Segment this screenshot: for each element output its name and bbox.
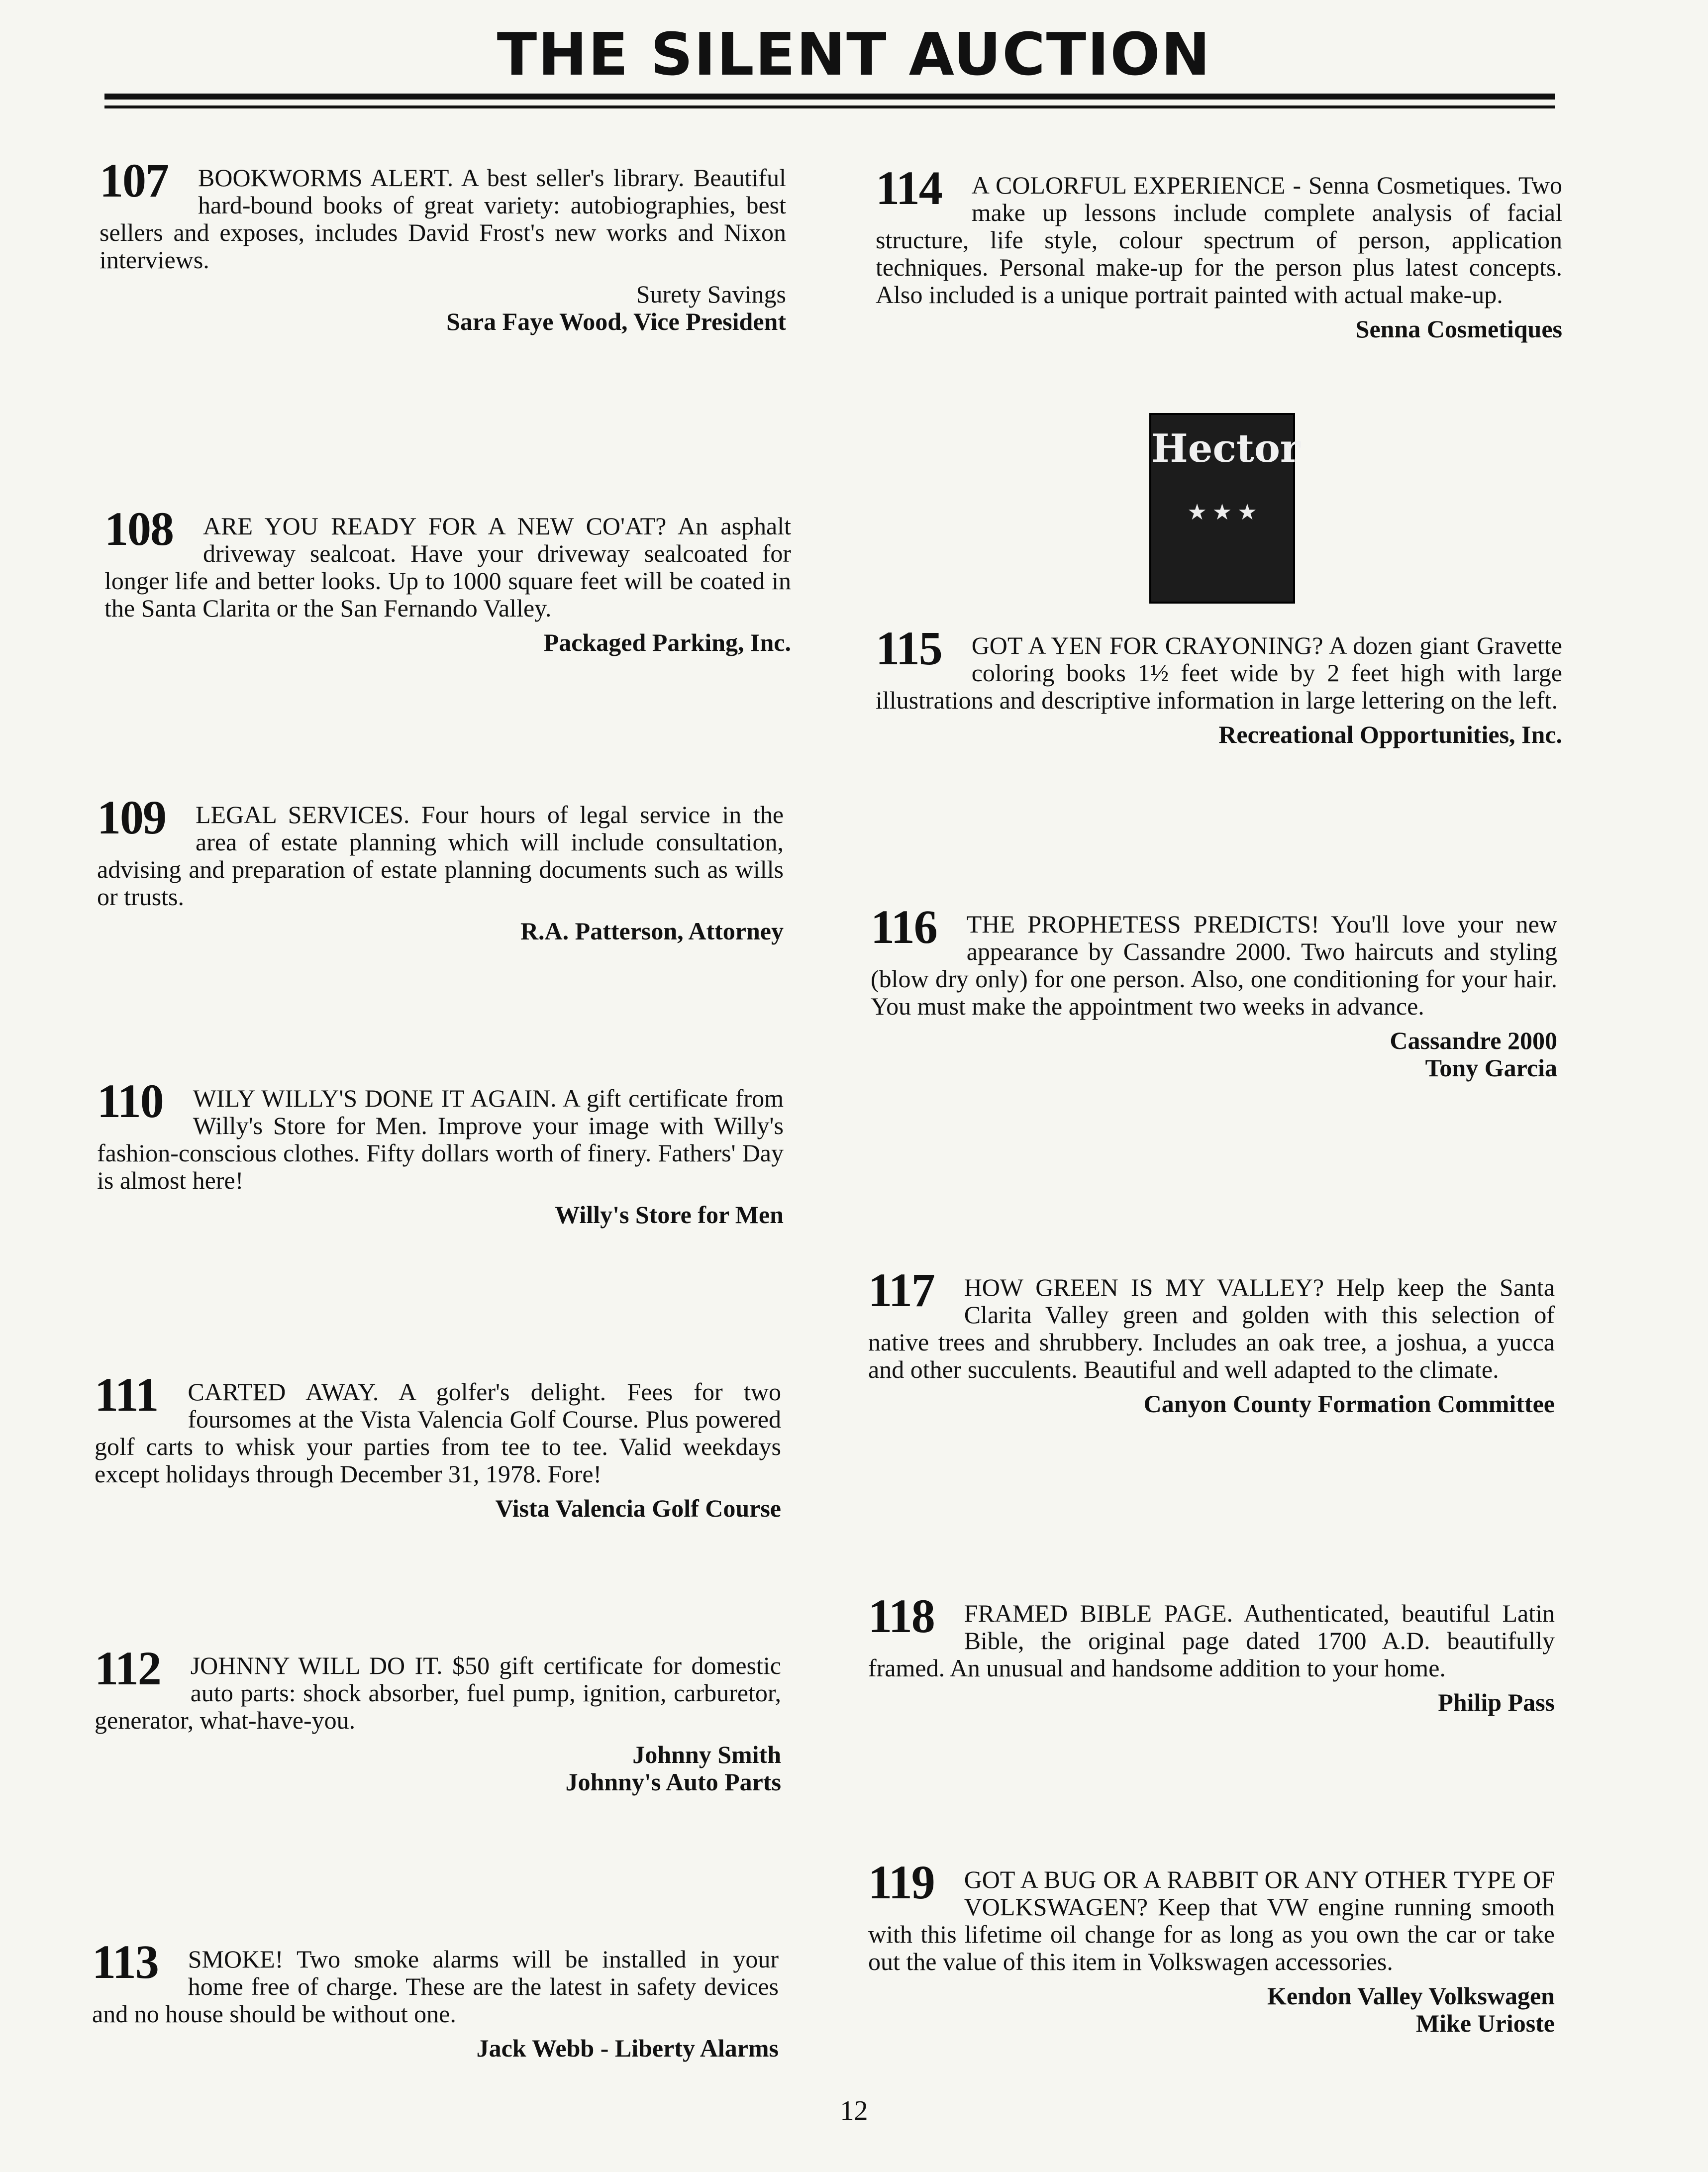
item-heading: ARE YOU READY FOR A NEW CO'AT? bbox=[203, 512, 667, 540]
star-icon: ★ ★ ★ bbox=[1187, 500, 1257, 524]
auction-item bbox=[871, 900, 1557, 1082]
hector-coloring-book-image bbox=[1149, 413, 1301, 604]
item-description: A best seller's library. Beautiful hard-bound books of great variety: autobiographies, best sellers and exposes, includes David Frost's new works and Nixon interviews. bbox=[100, 164, 786, 274]
auction-item bbox=[95, 1368, 781, 1522]
item-sponsor: Philip Pass bbox=[1438, 1688, 1555, 1716]
item-sponsor: Vista Valencia Golf Course bbox=[495, 1494, 781, 1522]
auction-item bbox=[876, 621, 1562, 748]
item-description: $50 gift certificate for domestic auto parts: shock absorber, fuel pump, ignition, carburetor, generator, what-have-you. bbox=[95, 1652, 782, 1734]
item-number: 113 bbox=[92, 1935, 158, 1988]
item-number: 116 bbox=[871, 900, 937, 953]
item-description: Four hours of legal service in the area of estate planning which will include consultation, advising and preparation of estate planning documents such as wills or trusts. bbox=[97, 801, 784, 911]
item-heading: WILY WILLY'S DONE IT AGAIN. bbox=[193, 1084, 557, 1112]
item-description: A golfer's delight. Fees for two foursomes at the Vista Valencia Golf Course. Plus powered golf carts to whisk your parties from tee to tee. Valid weekdays except holidays through December 31, 1978. Fore! bbox=[95, 1378, 781, 1488]
item-number: 119 bbox=[868, 1856, 934, 1909]
item-number: 115 bbox=[876, 621, 942, 675]
item-heading: THE PROPHETESS PREDICTS! bbox=[966, 910, 1319, 938]
item-description: You'll love your new appearance by Cassandre 2000. Two haircuts and styling (blow dry only) for one person. Also, one conditioning for your hair. You must make the appointment two weeks in advance. bbox=[871, 910, 1557, 1020]
item-number: 107 bbox=[100, 154, 168, 207]
item-heading: JOHNNY WILL DO IT. bbox=[190, 1652, 443, 1679]
item-description: Keep that VW engine running smooth with this lifetime oil change for as long as you own the car or take out the value of this item in Volkswagen accessories. bbox=[868, 1893, 1555, 1975]
item-sponsor: Surety Savings Sara Faye Wood, Vice President bbox=[446, 280, 786, 335]
item-number: 117 bbox=[868, 1263, 934, 1317]
item-sponsor: Cassandre 2000 Tony Garcia bbox=[1390, 1027, 1557, 1082]
item-sponsor: Recreational Opportunities, Inc. bbox=[1218, 721, 1562, 748]
item-sponsor: Canyon County Formation Committee bbox=[1143, 1390, 1555, 1418]
auction-item bbox=[95, 1642, 782, 1796]
item-description: A gift certificate from Willy's Store for Men. Improve your image with Willy's fashion-conscious clothes. Fifty dollars worth of finery. Fathers' Day is almost here! bbox=[97, 1084, 784, 1194]
item-description: Senna Cosmetiques. Two make up lessons include complete analysis of facial structure, life style, colour spectrum of person, application techniques. Personal make-up for the person plus latest concepts. Also included is a unique portrait painted with actual make-up. bbox=[876, 171, 1562, 309]
page-number: 12 bbox=[840, 2095, 868, 2126]
item-heading: CARTED AWAY. bbox=[188, 1378, 379, 1406]
item-number: 118 bbox=[868, 1589, 934, 1643]
book-title: Hector bbox=[1151, 426, 1301, 471]
item-number: 111 bbox=[95, 1368, 158, 1421]
item-sponsor: Kendon Valley Volkswagen Mike Urioste bbox=[1267, 1982, 1555, 2037]
item-description: Help keep the Santa Clarita Valley green and golden with this selection of native trees and shrubbery. Includes an oak tree, a joshua, a yucca and other succulents. Beautiful and well adapted to the climate. bbox=[868, 1273, 1555, 1383]
auction-item bbox=[92, 1935, 779, 2062]
item-heading: LEGAL SERVICES. bbox=[196, 801, 410, 828]
item-heading: BOOKWORMS ALERT. bbox=[198, 164, 454, 192]
item-number: 109 bbox=[97, 791, 166, 844]
item-sponsor: Senna Cosmetiques bbox=[1355, 315, 1562, 343]
auction-item bbox=[97, 791, 784, 945]
item-heading: SMOKE! bbox=[188, 1945, 284, 1973]
item-number: 114 bbox=[876, 161, 942, 214]
item-description: An asphalt driveway sealcoat. Have your driveway sealcoated for longer life and better looks. Up to 1000 square feet will be coated in the Santa Clarita or the San Fernando Valley. bbox=[104, 512, 791, 622]
item-sponsor: Johnny Smith Johnny's Auto Parts bbox=[565, 1741, 781, 1796]
item-heading: GOT A BUG OR A RABBIT OR ANY OTHER TYPE OF VOLKSWAGEN? bbox=[964, 1865, 1555, 1921]
item-number: 110 bbox=[97, 1074, 163, 1128]
item-description: A dozen giant Gravette coloring books 1½ feet wide by 2 feet high with large illustrations and descriptive information in large lettering on the left. bbox=[876, 631, 1562, 714]
auction-item bbox=[100, 154, 786, 335]
item-number: 108 bbox=[104, 502, 173, 555]
item-heading: FRAMED BIBLE PAGE. bbox=[964, 1599, 1233, 1627]
item-sponsor: Willy's Store for Men bbox=[555, 1201, 784, 1229]
auction-item bbox=[868, 1263, 1555, 1418]
item-number: 112 bbox=[95, 1642, 161, 1695]
title-rule bbox=[104, 94, 1555, 100]
item-sponsor: R.A. Patterson, Attorney bbox=[520, 917, 784, 945]
page-title: THE SILENT AUCTION bbox=[497, 20, 1211, 89]
auction-item bbox=[876, 161, 1562, 343]
item-sponsor: Packaged Parking, Inc. bbox=[543, 628, 791, 656]
title-rule bbox=[104, 105, 1555, 108]
item-description: Two smoke alarms will be installed in your home free of charge. These are the latest in safety devices and no house should be without one. bbox=[92, 1945, 779, 2028]
item-description: Authenticated, beautiful Latin Bible, the original page dated 1700 A.D. beautifully framed. An unusual and handsome addition to your home. bbox=[868, 1599, 1555, 1682]
auction-item bbox=[97, 1074, 784, 1229]
item-sponsor: Jack Webb - Liberty Alarms bbox=[476, 2034, 779, 2062]
auction-item bbox=[868, 1856, 1555, 2037]
item-heading: HOW GREEN IS MY VALLEY? bbox=[964, 1273, 1324, 1301]
auction-item bbox=[104, 502, 791, 656]
item-heading: A COLORFUL EXPERIENCE - bbox=[971, 171, 1302, 199]
auction-item bbox=[868, 1589, 1555, 1716]
item-heading: GOT A YEN FOR CRAYONING? bbox=[971, 631, 1323, 659]
